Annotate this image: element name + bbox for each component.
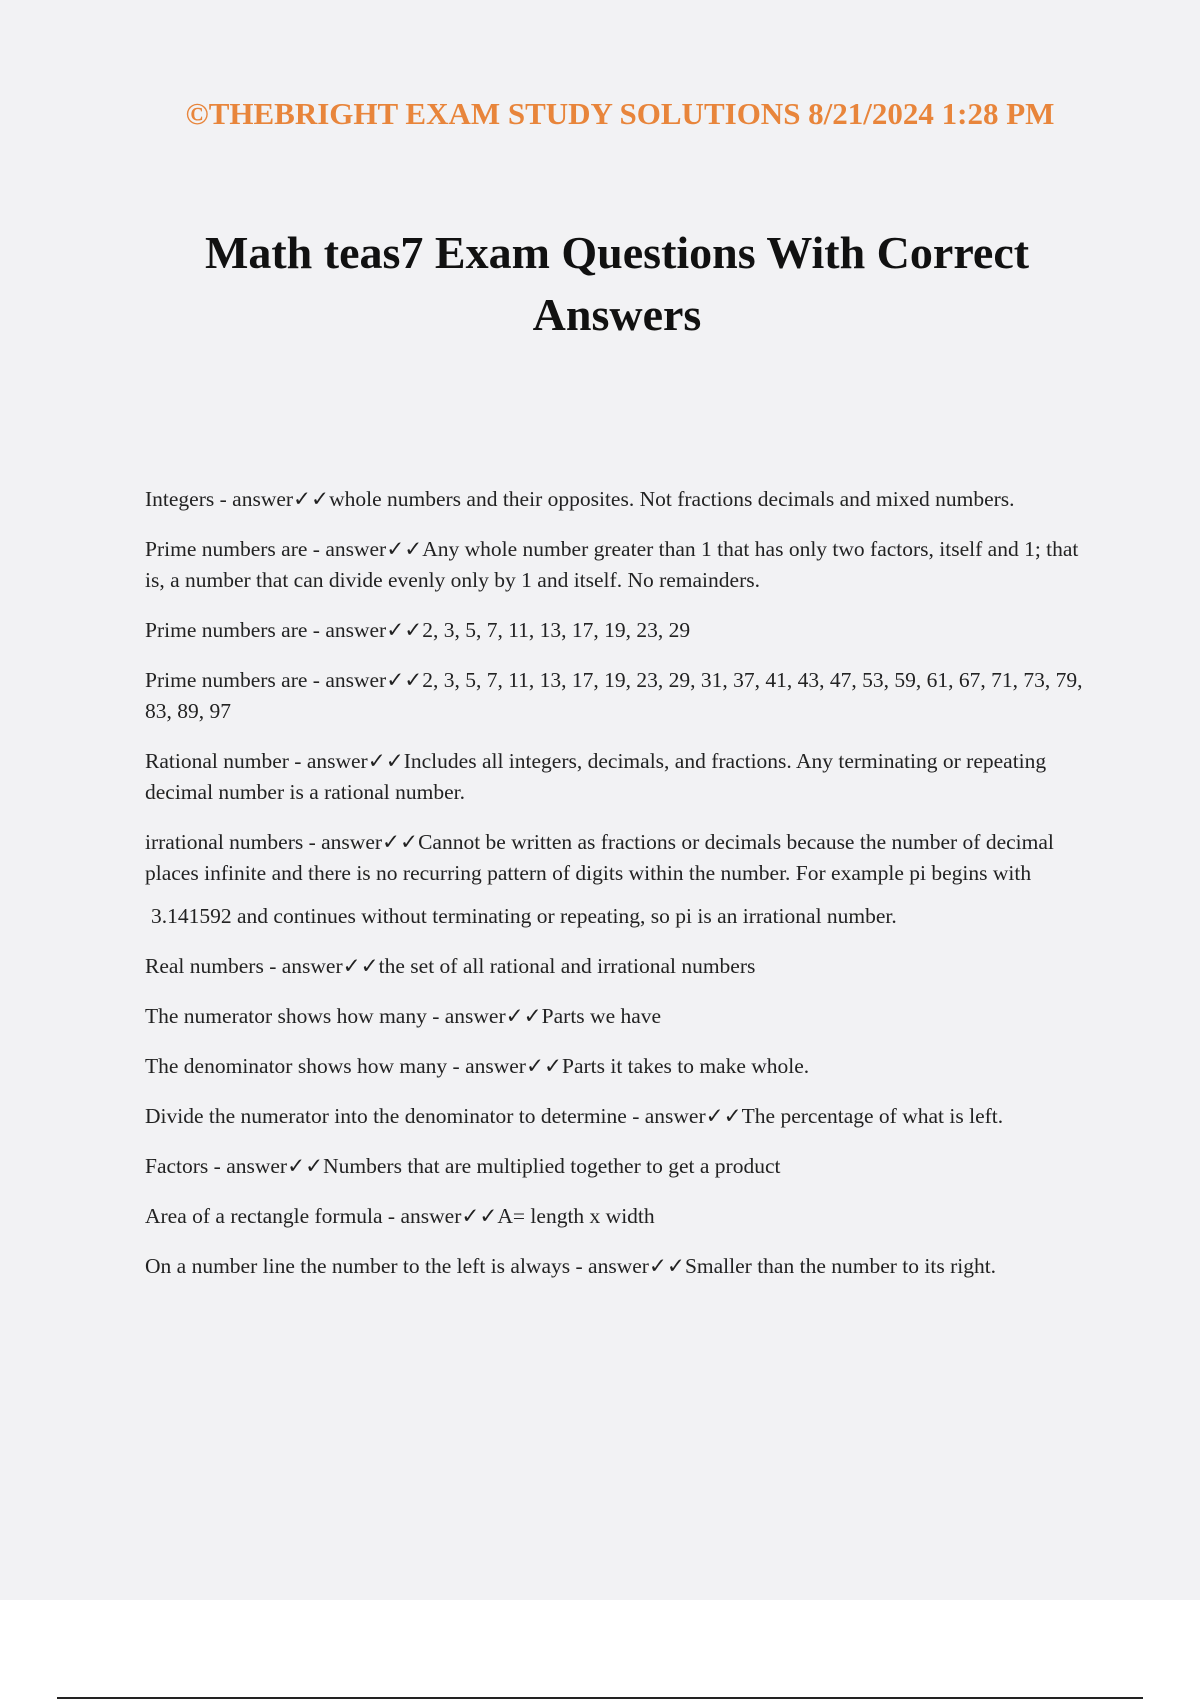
title-line-1: Math teas7 Exam Questions With Correct	[204, 227, 1030, 278]
answer-marker: answer✓✓	[400, 1204, 498, 1228]
answer-text: 2, 3, 5, 7, 11, 13, 17, 19, 23, 29, 31, 37, 41, 43, 47, 53, 59, 61, 67, 71, 73, 79, 83, 89, 97	[145, 668, 1083, 723]
question-text: Prime numbers are -	[145, 618, 326, 642]
qa-item	[145, 484, 1090, 515]
qa-item	[145, 665, 1090, 727]
answer-marker: answer✓✓	[465, 1054, 562, 1078]
answer-marker: answer✓✓	[325, 618, 423, 642]
answer-text: whole numbers and their opposites. Not fractions decimals and mixed numbers.	[329, 487, 1015, 511]
question-text: Prime numbers are -	[145, 668, 326, 692]
answer-text: Numbers that are multiplied together to get a product	[323, 1154, 781, 1178]
qa-item	[145, 951, 1090, 982]
answer-marker: answer✓✓	[644, 1104, 742, 1128]
qa-item	[145, 1101, 1090, 1132]
answer-marker: answer✓✓	[325, 537, 423, 561]
answer-text: Parts we have	[541, 1004, 662, 1028]
qa-item	[145, 1251, 1090, 1282]
qa-item	[145, 746, 1090, 808]
answer-marker: answer✓✓	[232, 487, 330, 511]
qa-item	[145, 1001, 1090, 1032]
qa-item	[145, 615, 1090, 646]
answer-marker: answer✓✓	[588, 1254, 685, 1278]
question-text: On a number line the number to the left is always -	[145, 1254, 589, 1278]
answer-text: Cannot be written as fractions or decimals because the number of decimal places infinite and there is no recurring pattern of digits within the number. For example pi begins with	[145, 830, 1054, 885]
qa-continuation: 3.141592 and continues without terminating or repeating, so pi is an irrational number.	[151, 904, 897, 928]
question-text: Real numbers -	[145, 954, 282, 978]
answer-text: Smaller than the number to its right.	[684, 1254, 997, 1278]
answer-marker: answer✓✓	[226, 1154, 324, 1178]
answer-text: A= length x width	[497, 1204, 655, 1228]
title-line-2: Answers	[532, 289, 702, 340]
question-text: The denominator shows how many -	[145, 1054, 466, 1078]
qa-item	[145, 1051, 1090, 1082]
answer-text: Any whole number greater than 1 that has only two factors, itself and 1; that is, a number that can divide evenly only by 1 and itself. No remainders.	[145, 537, 1079, 592]
question-text: irrational numbers -	[145, 830, 322, 854]
watermark-header: ©THEBRIGHT EXAM STUDY SOLUTIONS 8/21/2024 1:28 PM	[185, 96, 1055, 131]
answer-text: Parts it takes to make whole.	[561, 1054, 810, 1078]
answer-text: Includes all integers, decimals, and fractions. Any terminating or repeating decimal number is a rational number.	[145, 749, 1047, 804]
question-text: Rational number -	[145, 749, 307, 773]
qa-item	[145, 827, 1090, 889]
question-text: Integers -	[145, 487, 233, 511]
answer-marker: answer✓✓	[325, 668, 423, 692]
footer-divider	[57, 1697, 1143, 1699]
answer-marker: answer✓✓	[306, 749, 404, 773]
qa-list	[145, 484, 1090, 1301]
question-text: The numerator shows how many -	[145, 1004, 445, 1028]
question-text: Area of a rectangle formula -	[145, 1204, 401, 1228]
question-text: Prime numbers are -	[145, 537, 326, 561]
answer-text: 2, 3, 5, 7, 11, 13, 17, 19, 23, 29	[422, 618, 691, 642]
answer-marker: answer✓✓	[281, 954, 379, 978]
answer-text: the set of all rational and irrational numbers	[378, 954, 756, 978]
page-title	[150, 222, 1084, 346]
answer-marker: answer✓✓	[321, 830, 419, 854]
question-text: Factors -	[145, 1154, 227, 1178]
qa-item	[145, 1151, 1090, 1182]
qa-item	[145, 1201, 1090, 1232]
answer-marker: answer✓✓	[444, 1004, 542, 1028]
answer-text: The percentage of what is left.	[741, 1104, 1004, 1128]
question-text: Divide the numerator into the denominator to determine -	[145, 1104, 645, 1128]
qa-item	[145, 534, 1090, 596]
